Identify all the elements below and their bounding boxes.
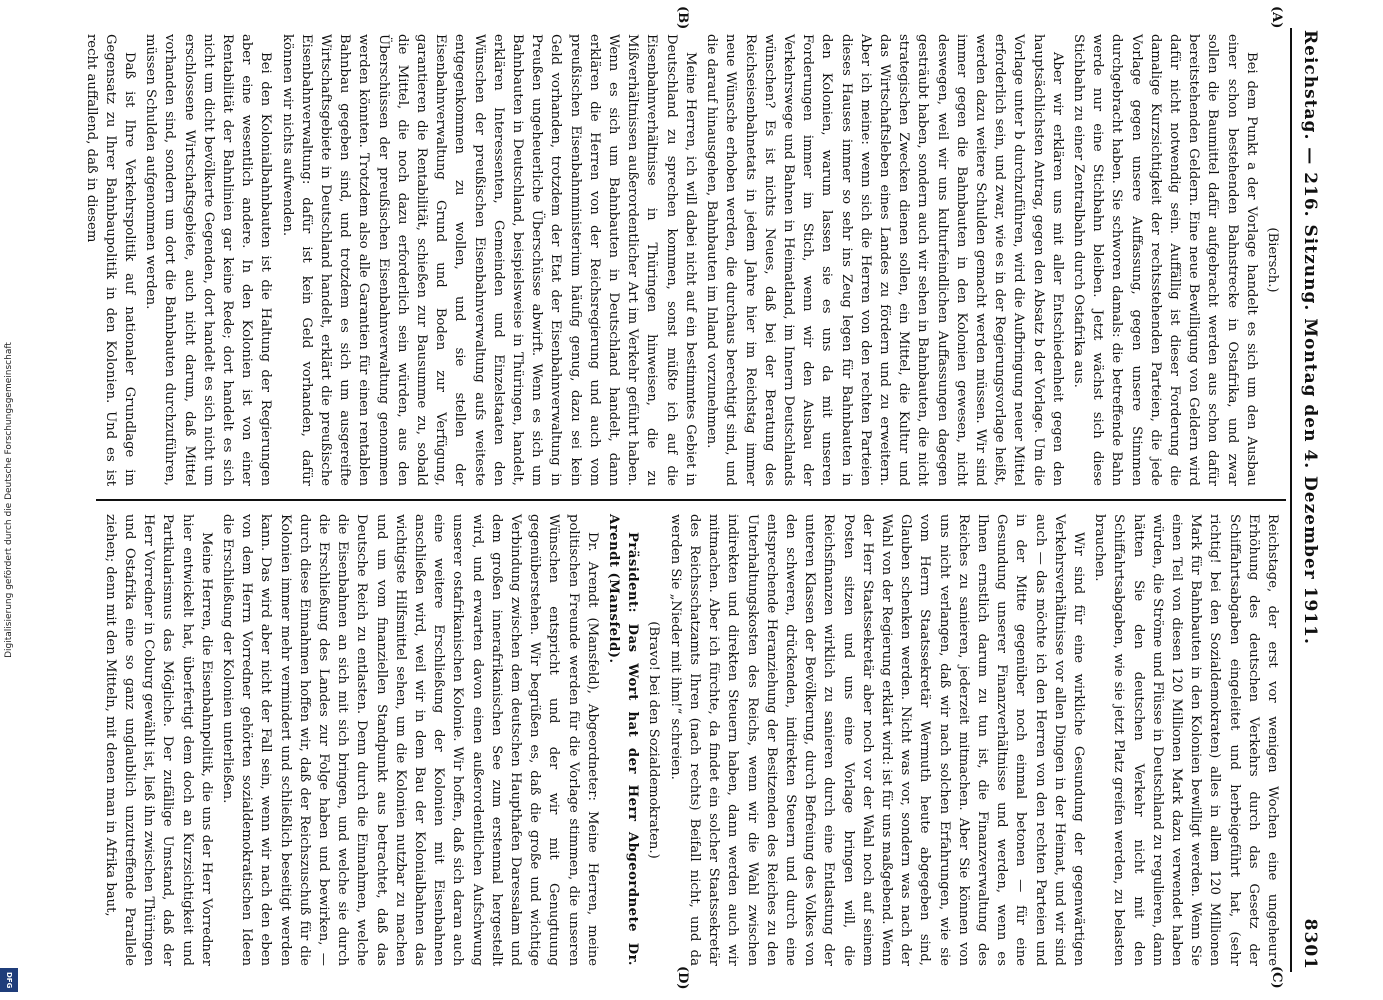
paragraph: Dr. Arendt (Mansfeld), Abgeordneter: Meine Herren, meine politischen Freunde werden für die Vorlage stimmen, die unseren Wünschen entspricht und der wir mit Genugtuung gegenüberstehen. Wir begrüßen es, daß die große und wichtige Verbindung zwischen dem deutschen Haupthafen Daressalam und dem großen innerafrikanischen See zum erstenmal hergestellt wird, und erwarten davon einen außerordentlichen Aufschwung unserer ostafrikanischen Kolonie. Wir hoffen, daß sich daran auch eine weitere Erschließung der Kolonien mit Eisenbahnen anschließen wird, weil wir in dem Bau der Kolonialbahnen das wichtigste Hilfsmittel sehen, um die Kolonien nutzbar zu machen und um vom finanziellen Standpunkt aus betrachtet, daß das Deutsche Reich zu entlasten. Denn durch die Einnahmen, welche die Eisenbahnen an sich mit sich bringen, und welche sie durch die Erschließung des Landes zur Folge haben und bewirken, — durch diese Einnahmen hoffen wir, daß der Reichszuschuß für die Kolonien immer mehr vermindert und schließlich beseitigt werden kann. Das wird aber nicht der Fall sein, wenn wir nach den eben von dem Herrn Vorredner gehörten sozialdemokratischen Ideen die Erschließung der Kolonien unterließen. [220,514,600,966]
header-rule [1290,28,1292,972]
paragraph: Meine Herren, ich will dabei nicht auf ein bestimmtes Gebiet in Deutschland zu sprechen kommen, sonst müßte ich auf die Eisenbahnverhältnisse in Thüringen hinweisen, die zu Mißverhältnissen außerordentlicher Art im Verkehr geführt haben. Wenn es sich um Bahnbauten in Deutschland handelt, dann erklären die Herren von der Reichsregierung und auch vom preußischen Eisenbahnministerium häufig genug, dazu sei kein Geld vorhanden, trotzdem der Etat der Eisenbahnverwaltung in Preußen ungeheuerliche Überschüsse abwirft. Wenn es sich um Bahnbauten in Deutschland, beispielsweise in Thüringen, handelt, erklären Interessenten, Gemeinden und Einzelstaaten den Wünschen der preußischen Eisenbahnverwaltung aufs weiteste entgegenkommen zu wollen, und sie stellen der Eisenbahnverwaltung Grund und Boden zur Verfügung, garantieren die Rentabilität, schießen zur Bausumme zu, sobald die Mittel, die noch dazu erforderlich sein würden, aus den Überschüssen der preußischen Eisenbahnverwaltung genommen werden könnten. Trotzdem also alle Garantien für einen rentablen Bahnbau gegeben sind, und trotzdem es sich um ausgereifte Wirtschaftsgebiete in Deutschland handelt, erklärt die preußische Eisenbahnverwaltung: dafür ist kein Geld vorhanden, dafür können wir nichts aufwenden. [279,34,698,486]
paragraph: Bei den Kolonialbahnbauten ist die Haltung der Regierungen aber eine wesentlich andere. In den Kolonien ist von einer Rentabilität der Bahnlinien gar keine Rede; dort handelt es sich nicht um dicht bevölkerte Gegenden, dort handelt es sich nicht um erschlossene Wirtschaftsgebiete, auch nicht darum, daß Mittel vorhanden sind, sondern um dort die Bahnbauten durchzuführen, müssen Schulden aufgenommen werden. [143,34,274,486]
marker-b: (B) [675,6,690,30]
speaker-tag: (Biersch.) [1265,227,1280,293]
header-title: Reichstag. — 216. Sitzung. Montag den 4. Dezember 1911. [1300,30,1320,645]
scanned-page [70,6,1330,990]
paragraph: Wir sind für eine wirkliche Gesundung der gegenwärtigen Verkehrsverhältnisse vor allen Dingen in der Heimat, und wir sind auch — das möchte ich den Herren von den rechten Parteien und in der Mitte gegenüber noch einmal betonen — für eine Gesundung unserer Finanzverhältnisse und werden, wenn es Ihnen ernstlich darum zu tun ist, die Finanzverwaltung des Reiches zu sanieren, jederzeit mitmachen. Aber Sie können von uns nicht verlangen, daß wir nach solchen Erfahrungen, wie sie vom Herrn Staatssekretär Wermuth heute abgegeben sind, Glauben schenken werden. Nicht was vor, sondern was nach der Wahl von der Regierung erklärt wird: ist für uns maßgebend. Wenn der Herr Staatssekretär aber noch vor der Wahl noch auf seinem Posten sitzen und uns eine Vorlage bringen will, die Reichsfinanzen wirklich zu sanieren durch eine Entlastung der unteren Klassen der Bevölkerung, durch Befreiung des Volkes von den schweren, drückenden, indirekten Steuern und durch eine entsprechende Heranziehung der Besitzenden des Reiches zu den Unterhaltungskosten des Reichs, wenn wir die Wahl zwischen indirekten und direkten Steuern haben, dann werden auch wir mitmachen. Aber ich fürchte, da findet ein solcher Staatssekretär des Reichsschatzamts Ihren (nach rechts) Beifall nicht, und da werden Sie „Nieder mit ihm!“ schreien. [667,514,1086,966]
left-column [83,34,1282,486]
running-header [1296,30,1324,970]
marker-a: (A) [1269,6,1284,29]
marker-d: (D) [675,966,690,990]
page-number: 8301 [1300,918,1320,970]
rotated-page-content [70,6,1330,990]
column-divider [96,499,1286,501]
paragraph: Bei dem Punkt a der Vorlage handelt es sich um den Ausbau einer schon bestehenden Bahnstrecke in Ostafrika, und zwar sollen die Baumittel dafür aufgebracht werden aus schon dafür bereitstehenden Geldern. Eine neue Bewilligung von Geldern wird dafür nicht notwendig sein. Auffällig ist dieser Forderung die damalige Kurzsichtigkeit der rechtsstehenden Parteien, die jede Vorlage gegen unsere Auffassung, gegen unsere Stimmen durchgebracht haben. Sie schworen damals: die betreffende Bahn werde nur eine Stichbahn bleiben. Jetzt wächst sich diese Stichbahn zu einer Zentralbahn durch Ostafrika aus. [1070,34,1259,486]
paragraph: Meine Herren, die Eisenbahnpolitik, die uns der Herr Vorredner hier entwickelt hat, überfertigt dem doch an Kurzsichtigkeit und Partikularismus das Mögliche. Der zufällige Umstand, daß der Herr Vorredner in Coburg gewählt ist, ließ ihn zwischen Thüringen und Ostafrika eine so ganz unglaublich unzutreffende Parallele ziehen; denn mit den Mitteln, mit denen man in Afrika baut, [102,514,214,966]
marker-c: (C) [1269,966,1284,989]
applause-note: (Bravo! bei den Sozialdemokraten.) [646,621,662,859]
dfg-logo: DFG [0,968,18,992]
paragraph: Daß ist Ihre Verkehrspolitik auf nationaler Grundlage im Gegensatz zu Ihrer Bahnbaupolitik in den Kolonien. Und es ist recht auffallend, daß in diesem [83,34,138,486]
right-column [92,514,1282,966]
paragraph: Reichstage, der erst vor wenigen Wochen eine ungeheure Erhöhung des deutschen Verkehrs durch das Gesetz der Schiffahrtsabgaben eingeleitet und herbeigeführt hat, (sehr richtig! bei den Sozialdemokraten) alles in allem 120 Millionen Mark für Bahnbauten in den Kolonien bewilligt werden. Wenn Sie einen Teil von diesen 120 Millionen Mark dazu verwendet haben würden, die Ströme und Flüsse in Deutschland zu regulieren, dann hätten Sie den deutschen Verkehr nicht mit den Schiffahrtsabgaben, wie sie jetzt Platz greifen werden, zu belasten brauchen. [1092,514,1280,966]
president-line: Präsident: Das Wort hat der Herr Abgeordnete Dr. Arendt (Mansfeld). [606,514,641,966]
digitization-credit: Digitalisierung gefördert durch die Deutsche Forschungsgemeinschaft [4,342,15,658]
paragraph: Aber wir erklären uns mit aller Entschiedenheit gegen den hauptsächlichsten Antrag, gegen den Absatz b der Vorlage. Um die Vorlage unter b durchzuführen, wird die Aufbringung neuer Mittel erforderlich sein, und zwar, wie es in der Regierungsvorlage heißt, werden dazu weitere Schulden gemacht werden müssen. Wir sind immer gegen die Bahnbauten in den Kolonien gewesen, nicht deswegen, weil wir uns kulturfeindlichen Auffassungen dagegen gesträubt haben, sondern auch wir sehen in Bahnbauten, die nicht strategischen Zwecken dienen sollen, ein Mittel, die Kultur und das Wirtschaftsleben eines Landes zu fördern und zu erweitern. Aber ich meine: wenn sich die Herren von den rechten Parteien dieses Hauses immer so sehr ins Zeug legen für Bahnbauten in den Kolonien, warum lassen sie es uns da mit unseren Forderungen immer im Stich, wenn wir den Ausbau der Verkehrswege und Bahnen in Heimatland, im Innern Deutschlands wünschen? Es ist nichts Neues, daß bei der Beratung des Reichseisenbahnetats in jedem Jahre hier im Reichstag immer neue Wünsche erhoben werden, die durchaus berechtigt sind, und die darauf hinausgehen, Bahnbauten im Inland vorzunehmen. [704,34,1065,486]
